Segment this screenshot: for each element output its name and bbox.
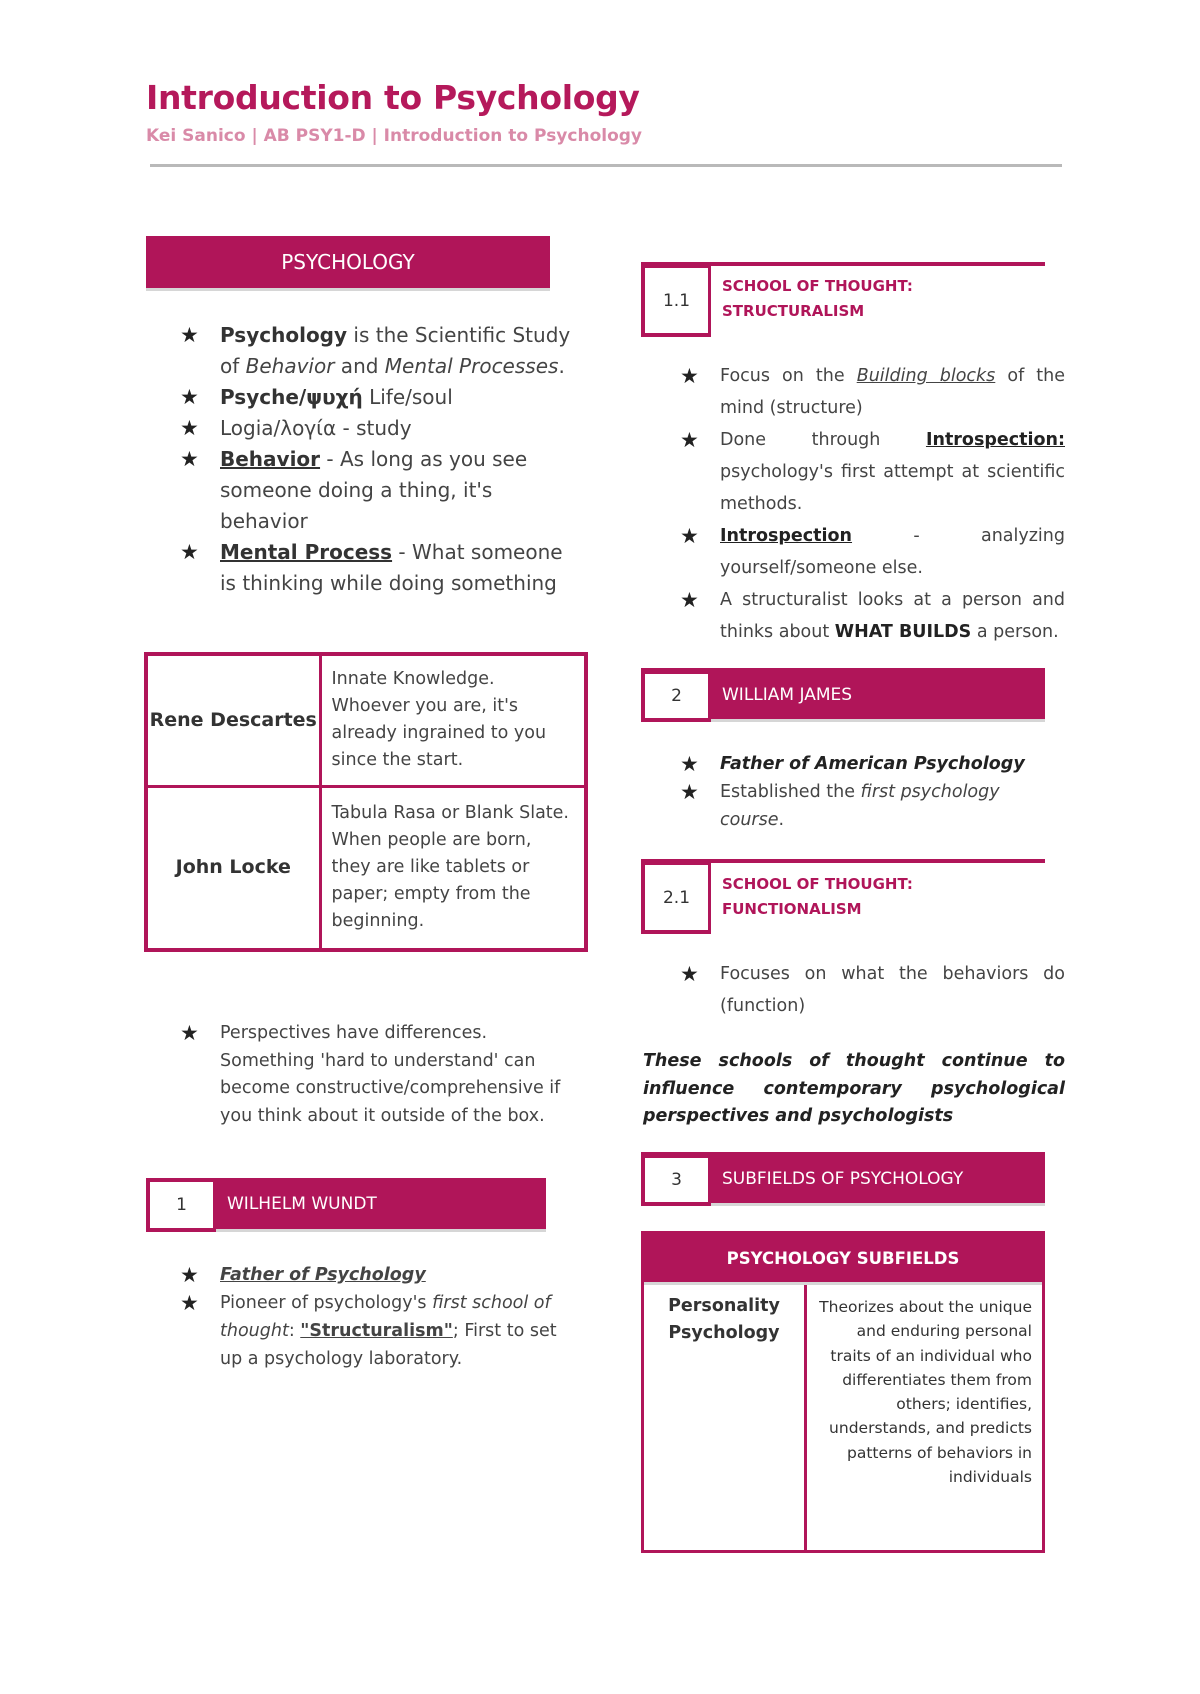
section-number-3: 3 bbox=[641, 1154, 711, 1206]
section-number-1-1: 1.1 bbox=[641, 264, 711, 337]
james-list bbox=[680, 750, 1065, 834]
list-item: ★ Introspection - analyzing yourself/someone else. bbox=[680, 520, 1065, 584]
perspectives-list bbox=[180, 1020, 580, 1130]
section-title-james: WILLIAM JAMES bbox=[711, 670, 1045, 722]
section-title-functionalism: SCHOOL OF THOUGHT: FUNCTIONALISM bbox=[722, 875, 913, 918]
philosopher-description: Innate Knowledge. Whoever you are, it's already ingrained to you since the start. bbox=[320, 654, 586, 786]
star-icon: ★ bbox=[680, 780, 699, 804]
list-item: ★ Mental Process - What someone is thinking while doing something bbox=[180, 537, 580, 599]
list-item: ★ Pioneer of psychology's first school of thought: "Structuralism"; First to set up a psychology laboratory. bbox=[180, 1291, 557, 1369]
page-subtitle: Kei Sanico | AB PSY1-D | Introduction to Psychology bbox=[146, 126, 643, 146]
subfields-table bbox=[641, 1231, 1045, 1553]
star-icon: ★ bbox=[680, 524, 699, 548]
philosopher-description: Tabula Rasa or Blank Slate. When people are born, they are like tablets or paper; empty from the beginning. bbox=[320, 786, 586, 950]
table-row bbox=[146, 786, 586, 950]
star-icon: ★ bbox=[680, 588, 699, 612]
subfield-name: Personality Psychology bbox=[644, 1285, 807, 1553]
star-icon: ★ bbox=[180, 1021, 199, 1045]
list-item: ★ Perspectives have differences. Something 'hard to understand' can become constructive/comprehensive if you think about it outside of the box. bbox=[180, 1021, 561, 1126]
wundt-list bbox=[180, 1261, 580, 1373]
section-title-subfields: SUBFIELDS OF PSYCHOLOGY bbox=[711, 1154, 1045, 1206]
star-icon: ★ bbox=[180, 540, 199, 564]
section-number-2: 2 bbox=[641, 670, 711, 722]
list-item: ★ Father of Psychology bbox=[180, 1263, 426, 1287]
section-title-structuralism: SCHOOL OF THOUGHT: STRUCTURALISM bbox=[722, 277, 913, 320]
subfields-table-header: PSYCHOLOGY SUBFIELDS bbox=[644, 1234, 1042, 1285]
star-icon: ★ bbox=[180, 385, 199, 409]
star-icon: ★ bbox=[180, 1263, 199, 1287]
functionalism-list bbox=[680, 958, 1065, 1022]
list-item: ★ Psychology is the Scientific Study of Behavior and Mental Processes. bbox=[180, 320, 580, 382]
list-item: ★ Focuses on what the behaviors do (function) bbox=[680, 958, 1065, 1022]
star-icon: ★ bbox=[180, 416, 199, 440]
star-icon: ★ bbox=[180, 1291, 199, 1315]
structuralism-list bbox=[680, 360, 1065, 648]
list-item: ★ Father of American Psychology bbox=[680, 752, 1025, 776]
star-icon: ★ bbox=[680, 428, 699, 452]
page-title: Introduction to Psychology bbox=[146, 78, 640, 117]
section-number-1: 1 bbox=[146, 1178, 216, 1232]
list-item: ★ Done through Introspection: psychology's first attempt at scientific methods. bbox=[680, 424, 1065, 520]
table-row bbox=[146, 654, 586, 786]
subfield-description: Theorizes about the unique and enduring personal traits of an individual who differentiates them from others; identifies, understands, and predicts patterns of behaviors in individuals bbox=[819, 1298, 1032, 1487]
philosophers-table bbox=[144, 652, 588, 952]
list-item: ★ A structuralist looks at a person and thinks about WHAT BUILDS a person. bbox=[680, 584, 1065, 648]
list-item: ★ Psyche/ψυχή Life/soul bbox=[180, 382, 580, 413]
section-title-wundt: WILHELM WUNDT bbox=[216, 1178, 546, 1232]
list-item: ★ Focus on the Building blocks of the mind (structure) bbox=[680, 360, 1065, 424]
header-divider bbox=[150, 164, 1062, 167]
philosopher-name: Rene Descartes bbox=[146, 654, 320, 786]
star-icon: ★ bbox=[680, 752, 699, 776]
psychology-banner bbox=[146, 236, 550, 291]
star-icon: ★ bbox=[680, 962, 699, 986]
psychology-definitions-list bbox=[180, 320, 580, 599]
list-item: ★ Logia/λογία - study bbox=[180, 413, 580, 444]
star-icon: ★ bbox=[680, 364, 699, 388]
list-item: ★ Behavior - As long as you see someone doing a thing, it's behavior bbox=[180, 444, 580, 537]
psychology-banner-label: PSYCHOLOGY bbox=[281, 250, 415, 274]
star-icon: ★ bbox=[180, 447, 199, 471]
philosopher-name: John Locke bbox=[146, 786, 320, 950]
list-item: ★ Established the first psychology course. bbox=[680, 780, 1000, 830]
section-number-2-1: 2.1 bbox=[641, 861, 711, 934]
table-row bbox=[644, 1285, 1042, 1553]
star-icon: ★ bbox=[180, 323, 199, 347]
schools-note: These schools of thought continue to influence contemporary psychological perspectives and psychologists bbox=[643, 1051, 1065, 1126]
